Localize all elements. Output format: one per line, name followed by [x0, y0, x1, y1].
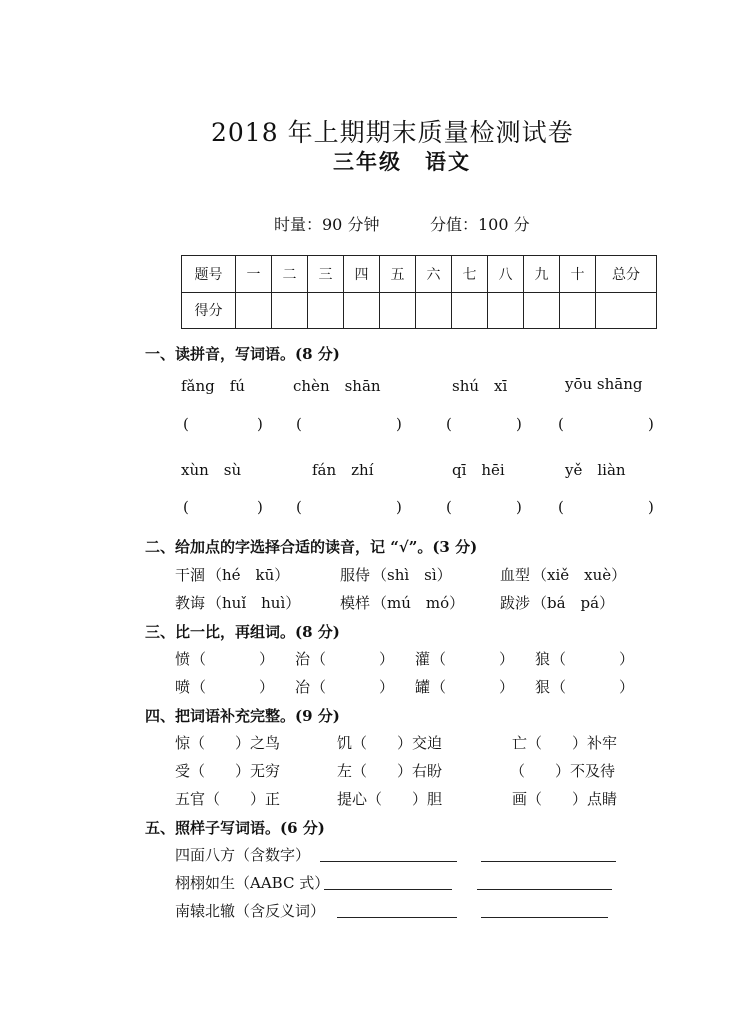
score-header-cell: 三 — [308, 256, 344, 293]
idiom-item: （ ）不及待 — [510, 762, 616, 780]
paren-close: ） — [499, 678, 515, 696]
paren-open: （ — [551, 678, 567, 696]
example-prompt: 南辕北辙（含反义词） — [175, 902, 326, 920]
compare-char: 狠 — [535, 678, 551, 696]
compare-char: 愤 — [175, 650, 191, 668]
idiom-item: 亡（ ）补牢 — [512, 734, 618, 752]
compare-char: 喷 — [175, 678, 191, 696]
exam-subtitle: 三年级 语文 — [333, 149, 471, 174]
paren-open: （ — [431, 650, 447, 668]
choice-word: 模样 — [340, 594, 371, 612]
example-prompt: 四面八方（含数字） — [175, 846, 311, 864]
exam-title: 2018 年上期期末质量检测试卷 — [211, 118, 574, 147]
score-header-cell: 四 — [344, 256, 380, 293]
choice-word: 服侍 — [340, 566, 371, 584]
compare-char: 罐 — [415, 678, 431, 696]
score-header-cell: 二 — [272, 256, 308, 293]
paren-open: （ — [311, 678, 327, 696]
pinyin-item: fán zhí — [312, 461, 374, 479]
answer-line[interactable] — [320, 861, 457, 862]
score-cell[interactable] — [308, 292, 344, 329]
time-label: 时量：90 分钟 — [274, 215, 380, 234]
paren-open: （ — [311, 650, 327, 668]
blank-open: ( — [446, 498, 452, 516]
pinyin-item: xùn sù — [181, 461, 242, 479]
section1-heading: 一、读拼音，写词语。(8 分) — [145, 345, 340, 363]
paren-close: ） — [259, 650, 275, 668]
pinyin-item: chèn shān — [293, 377, 381, 395]
blank-close: ) — [516, 415, 522, 433]
score-header-cell: 五 — [380, 256, 416, 293]
answer-line[interactable] — [337, 917, 457, 918]
choice-word: 血型 — [500, 566, 531, 584]
section2-heading: 二、给加点的字选择合适的读音，记 “√”。(3 分) — [145, 538, 478, 556]
paren-close: ） — [499, 650, 515, 668]
answer-line[interactable] — [324, 889, 452, 890]
score-label: 分值：100 分 — [430, 215, 530, 234]
score-cell[interactable] — [236, 292, 272, 329]
score-header-cell: 一 — [236, 256, 272, 293]
blank-open: ( — [446, 415, 452, 433]
blank-open: ( — [558, 498, 564, 516]
blank-close: ) — [516, 498, 522, 516]
score-header-cell: 十 — [560, 256, 596, 293]
paren-close: ） — [379, 678, 395, 696]
score-cell[interactable] — [272, 292, 308, 329]
paren-open: （ — [191, 678, 207, 696]
answer-line[interactable] — [481, 861, 616, 862]
example-prompt: 栩栩如生（AABC 式） — [175, 874, 330, 892]
idiom-item: 五官（ ）正 — [175, 790, 281, 808]
pinyin-item: yě liàn — [565, 461, 626, 479]
score-header-cell: 题号 — [182, 256, 236, 293]
paren-close: ） — [379, 650, 395, 668]
section4-heading: 四、把词语补充完整。(9 分) — [145, 707, 340, 725]
choice-options[interactable]: （mú mó） — [372, 594, 465, 612]
score-cell[interactable] — [452, 292, 488, 329]
compare-char: 狼 — [535, 650, 551, 668]
idiom-item: 惊（ ）之鸟 — [175, 734, 281, 752]
answer-line[interactable] — [481, 917, 608, 918]
choice-options[interactable]: （hé kū） — [207, 566, 290, 584]
paren-close: ） — [259, 678, 275, 696]
choice-word: 跋涉 — [500, 594, 531, 612]
compare-char: 冶 — [295, 678, 311, 696]
pinyin-item: fǎng fú — [181, 377, 245, 395]
score-header-cell: 总分 — [596, 256, 657, 293]
score-cell[interactable] — [380, 292, 416, 329]
score-header-cell: 八 — [488, 256, 524, 293]
choice-options[interactable]: （shì sì） — [372, 566, 452, 584]
blank-close: ) — [648, 498, 654, 516]
pinyin-item: shú xī — [452, 377, 508, 395]
score-cell[interactable] — [488, 292, 524, 329]
pinyin-item: yōu shāng — [565, 375, 643, 393]
blank-open: ( — [296, 498, 302, 516]
choice-word: 干涸 — [175, 566, 206, 584]
paren-close: ） — [619, 650, 635, 668]
blank-close: ) — [396, 415, 402, 433]
paren-close: ） — [619, 678, 635, 696]
answer-line[interactable] — [477, 889, 612, 890]
choice-options[interactable]: （bá pá） — [532, 594, 615, 612]
paren-open: （ — [551, 650, 567, 668]
blank-close: ) — [648, 415, 654, 433]
blank-close: ) — [257, 415, 263, 433]
score-header-cell: 七 — [452, 256, 488, 293]
choice-options[interactable]: （xiě xuè） — [532, 566, 627, 584]
score-table — [181, 255, 657, 329]
score-header-cell: 六 — [416, 256, 452, 293]
blank-open: ( — [558, 415, 564, 433]
idiom-item: 受（ ）无穷 — [175, 762, 281, 780]
score-cell[interactable] — [596, 292, 657, 329]
idiom-item: 左（ ）右盼 — [337, 762, 443, 780]
section3-heading: 三、比一比，再组词。(8 分) — [145, 623, 340, 641]
blank-open: ( — [183, 498, 189, 516]
score-cell[interactable] — [416, 292, 452, 329]
score-header-cell: 九 — [524, 256, 560, 293]
blank-open: ( — [183, 415, 189, 433]
score-cell[interactable] — [560, 292, 596, 329]
choice-options[interactable]: （huǐ huì） — [207, 594, 301, 612]
score-cell[interactable] — [344, 292, 380, 329]
pinyin-item: qī hēi — [452, 461, 505, 479]
blank-open: ( — [296, 415, 302, 433]
paren-open: （ — [431, 678, 447, 696]
idiom-item: 提心（ ）胆 — [337, 790, 443, 808]
section5-heading: 五、照样子写词语。(6 分) — [145, 819, 325, 837]
score-row-label: 得分 — [182, 292, 236, 329]
score-cell[interactable] — [524, 292, 560, 329]
blank-close: ) — [396, 498, 402, 516]
idiom-item: 饥（ ）交迫 — [337, 734, 443, 752]
choice-word: 教诲 — [175, 594, 206, 612]
blank-close: ) — [257, 498, 263, 516]
compare-char: 治 — [295, 650, 311, 668]
compare-char: 灌 — [415, 650, 431, 668]
idiom-item: 画（ ）点睛 — [512, 790, 618, 808]
paren-open: （ — [191, 650, 207, 668]
